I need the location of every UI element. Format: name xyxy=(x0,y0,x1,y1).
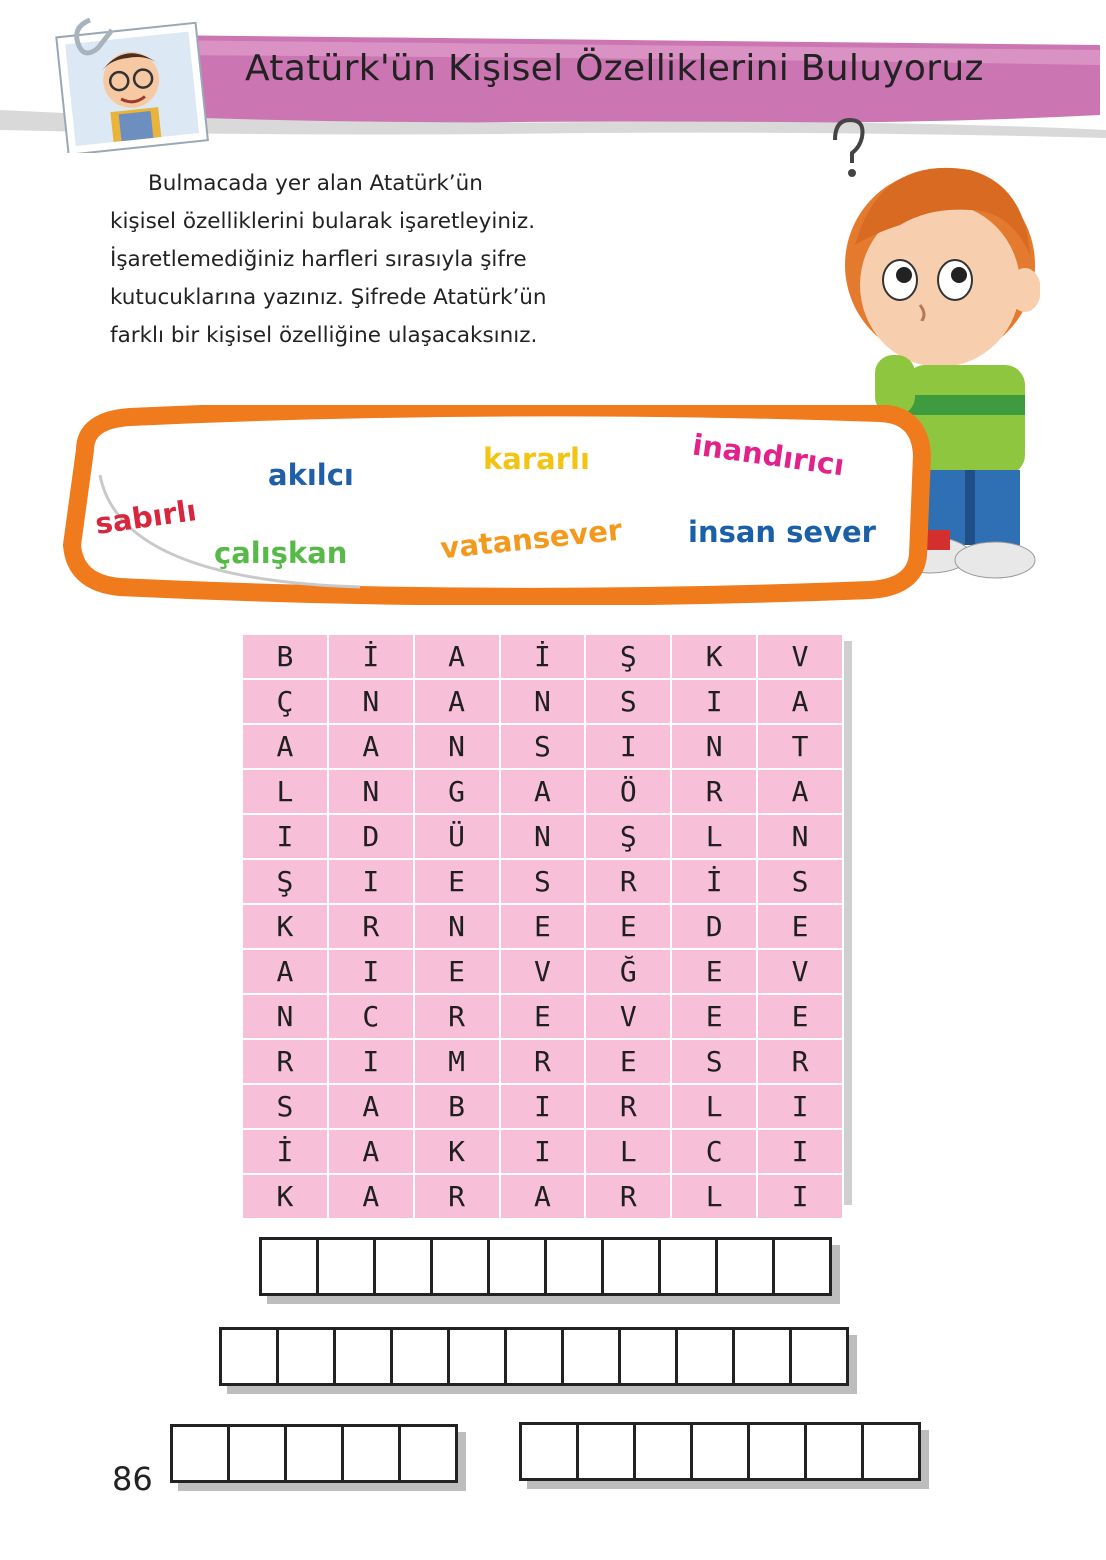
answer-box[interactable] xyxy=(336,1330,393,1383)
answer-box[interactable] xyxy=(604,1240,661,1293)
word-caliskan: çalışkan xyxy=(214,536,348,570)
answer-boxes-row-3a[interactable] xyxy=(170,1424,458,1483)
answer-box[interactable] xyxy=(792,1330,846,1383)
grid-cell[interactable]: K xyxy=(414,1129,500,1174)
answer-box[interactable] xyxy=(222,1330,279,1383)
grid-cell[interactable]: A xyxy=(757,679,843,724)
grid-cell[interactable]: Ş xyxy=(585,814,671,859)
grid-cell[interactable]: N xyxy=(500,814,586,859)
grid-cell[interactable]: V xyxy=(757,634,843,679)
answer-box[interactable] xyxy=(579,1425,636,1478)
answer-boxes-row-1[interactable] xyxy=(259,1237,832,1296)
grid-cell[interactable]: L xyxy=(671,1174,757,1219)
grid-cell[interactable]: R xyxy=(414,1174,500,1219)
grid-cell[interactable]: A xyxy=(328,1084,414,1129)
grid-row xyxy=(242,814,843,859)
instructions-line-5: farklı bir kişisel özelliğine ulaşacaksınız. xyxy=(110,323,538,348)
answer-boxes-row-3b[interactable] xyxy=(519,1422,921,1481)
grid-cell[interactable]: A xyxy=(328,1129,414,1174)
grid-cell[interactable]: E xyxy=(414,859,500,904)
grid-row xyxy=(242,949,843,994)
word-inandirici: inandırıcı xyxy=(690,427,847,483)
grid-cell[interactable]: İ xyxy=(242,1129,328,1174)
grid-cell[interactable]: S xyxy=(757,859,843,904)
grid-cell[interactable]: C xyxy=(328,994,414,1039)
word-insan-sever: insan sever xyxy=(688,515,876,549)
grid-row xyxy=(242,1129,843,1174)
grid-cell[interactable]: M xyxy=(414,1039,500,1084)
answer-box[interactable] xyxy=(393,1330,450,1383)
grid-cell[interactable]: İ xyxy=(500,634,586,679)
grid-cell[interactable]: A xyxy=(414,679,500,724)
grid-cell[interactable]: N xyxy=(328,679,414,724)
answer-box[interactable] xyxy=(376,1240,433,1293)
grid-cell[interactable]: I xyxy=(328,949,414,994)
grid-cell[interactable]: N xyxy=(757,814,843,859)
grid-row xyxy=(242,1174,843,1219)
grid-cell[interactable]: I xyxy=(500,1129,586,1174)
word-sabirli: sabırlı xyxy=(93,493,199,541)
answer-box[interactable] xyxy=(718,1240,775,1293)
grid-cell[interactable]: V xyxy=(500,949,586,994)
grid-cell[interactable]: I xyxy=(671,679,757,724)
grid-cell[interactable]: R xyxy=(671,769,757,814)
instructions-line-1: Bulmacada yer alan Atatürk’ün xyxy=(148,171,483,196)
grid-cell[interactable]: V xyxy=(757,949,843,994)
grid-cell[interactable]: T xyxy=(757,724,843,769)
answer-box[interactable] xyxy=(522,1425,579,1478)
answer-box[interactable] xyxy=(344,1427,401,1480)
grid-cell[interactable]: L xyxy=(585,1129,671,1174)
grid-cell[interactable]: I xyxy=(500,1084,586,1129)
word-akilci: akılcı xyxy=(268,458,354,492)
grid-cell[interactable]: A xyxy=(500,769,586,814)
grid-cell[interactable]: I xyxy=(757,1129,843,1174)
answer-box[interactable] xyxy=(401,1427,455,1480)
grid-cell[interactable]: C xyxy=(671,1129,757,1174)
grid-cell[interactable]: İ xyxy=(671,859,757,904)
answer-box[interactable] xyxy=(678,1330,735,1383)
grid-cell[interactable]: A xyxy=(242,949,328,994)
grid-cell[interactable]: R xyxy=(585,1174,671,1219)
grid-cell[interactable]: N xyxy=(328,769,414,814)
answer-box[interactable] xyxy=(775,1240,829,1293)
character-photo xyxy=(50,18,210,153)
grid-cell[interactable]: Ö xyxy=(585,769,671,814)
answer-box[interactable] xyxy=(621,1330,678,1383)
grid-cell[interactable]: V xyxy=(585,994,671,1039)
grid-cell[interactable]: N xyxy=(242,994,328,1039)
grid-cell[interactable]: I xyxy=(757,1174,843,1219)
grid-cell[interactable]: Ç xyxy=(242,679,328,724)
answer-box[interactable] xyxy=(547,1240,604,1293)
answer-box[interactable] xyxy=(693,1425,750,1478)
grid-cell[interactable]: N xyxy=(671,724,757,769)
grid-cell[interactable]: S xyxy=(500,859,586,904)
grid-cell[interactable]: E xyxy=(585,1039,671,1084)
answer-boxes-row-2[interactable] xyxy=(219,1327,849,1386)
grid-cell[interactable]: S xyxy=(242,1084,328,1129)
word-kararli: kararlı xyxy=(483,442,590,476)
grid-row xyxy=(242,679,843,724)
grid-cell[interactable]: S xyxy=(585,679,671,724)
answer-box[interactable] xyxy=(807,1425,864,1478)
grid-cell[interactable]: Ü xyxy=(414,814,500,859)
grid-cell[interactable]: R xyxy=(242,1039,328,1084)
grid-row xyxy=(242,769,843,814)
grid-cell[interactable]: A xyxy=(414,634,500,679)
grid-row xyxy=(242,724,843,769)
instructions-line-2: kişisel özelliklerini bularak işaretleyiniz. xyxy=(110,209,536,234)
page-number: 86 xyxy=(112,1460,153,1498)
grid-cell[interactable]: S xyxy=(500,724,586,769)
answer-box[interactable] xyxy=(490,1240,547,1293)
answer-box[interactable] xyxy=(661,1240,718,1293)
answer-box[interactable] xyxy=(450,1330,507,1383)
answer-box[interactable] xyxy=(319,1240,376,1293)
grid-cell[interactable]: B xyxy=(242,634,328,679)
grid-row xyxy=(242,994,843,1039)
grid-cell[interactable]: N xyxy=(414,724,500,769)
grid-cell[interactable]: R xyxy=(328,904,414,949)
grid-cell[interactable]: R xyxy=(757,1039,843,1084)
grid-cell[interactable]: I xyxy=(328,859,414,904)
grid-cell[interactable]: I xyxy=(585,724,671,769)
answer-box[interactable] xyxy=(864,1425,918,1478)
grid-cell[interactable]: L xyxy=(671,814,757,859)
grid-cell[interactable]: L xyxy=(242,769,328,814)
grid-cell[interactable]: N xyxy=(500,679,586,724)
grid-cell[interactable]: İ xyxy=(328,634,414,679)
instructions-line-4: kutucuklarına yazınız. Şifrede Atatürk’ün xyxy=(110,285,547,310)
answer-box[interactable] xyxy=(279,1330,336,1383)
grid-cell[interactable]: D xyxy=(671,904,757,949)
grid-cell[interactable]: D xyxy=(328,814,414,859)
grid-cell[interactable]: R xyxy=(585,859,671,904)
grid-row xyxy=(242,904,843,949)
grid-cell[interactable]: E xyxy=(757,904,843,949)
grid-cell[interactable]: L xyxy=(671,1084,757,1129)
page-title: Atatürk'ün Kişisel Özelliklerini Buluyoruz xyxy=(245,48,984,89)
grid-cell[interactable]: A xyxy=(328,724,414,769)
answer-box[interactable] xyxy=(564,1330,621,1383)
grid-cell[interactable]: E xyxy=(500,994,586,1039)
question-mark-icon xyxy=(835,120,863,163)
grid-cell[interactable]: B xyxy=(414,1084,500,1129)
grid-cell[interactable]: K xyxy=(242,904,328,949)
answer-box[interactable] xyxy=(433,1240,490,1293)
grid-cell[interactable]: E xyxy=(414,949,500,994)
grid-cell[interactable]: G xyxy=(414,769,500,814)
grid-row xyxy=(242,859,843,904)
grid-cell[interactable]: Ğ xyxy=(585,949,671,994)
grid-cell[interactable]: S xyxy=(671,1039,757,1084)
grid-cell[interactable]: A xyxy=(242,724,328,769)
grid-cell[interactable]: R xyxy=(414,994,500,1039)
grid-cell[interactable]: E xyxy=(671,949,757,994)
grid-cell[interactable]: R xyxy=(500,1039,586,1084)
instructions-paragraph xyxy=(110,165,610,355)
answer-box[interactable] xyxy=(262,1240,319,1293)
grid-cell[interactable]: A xyxy=(757,769,843,814)
grid-cell[interactable]: I xyxy=(242,814,328,859)
grid-cell[interactable]: R xyxy=(585,1084,671,1129)
grid-cell[interactable]: N xyxy=(414,904,500,949)
answer-box[interactable] xyxy=(287,1427,344,1480)
answer-box[interactable] xyxy=(735,1330,792,1383)
answer-box[interactable] xyxy=(173,1427,230,1480)
grid-cell[interactable]: E xyxy=(757,994,843,1039)
grid-cell[interactable]: I xyxy=(328,1039,414,1084)
instructions-line-3: İşaretlemediğiniz harfleri sırasıyla şifre xyxy=(110,247,527,272)
grid-cell[interactable]: I xyxy=(757,1084,843,1129)
grid-cell[interactable]: K xyxy=(242,1174,328,1219)
grid-row xyxy=(242,1039,843,1084)
grid-cell[interactable]: K xyxy=(671,634,757,679)
answer-box[interactable] xyxy=(230,1427,287,1480)
answer-box[interactable] xyxy=(636,1425,693,1478)
grid-cell[interactable]: Ş xyxy=(242,859,328,904)
grid-cell[interactable]: Ş xyxy=(585,634,671,679)
grid-row xyxy=(242,634,843,679)
grid-row xyxy=(242,1084,843,1129)
answer-box[interactable] xyxy=(750,1425,807,1478)
word-search-table xyxy=(241,633,844,1220)
grid-cell[interactable]: E xyxy=(671,994,757,1039)
grid-cell[interactable]: A xyxy=(328,1174,414,1219)
grid-cell[interactable]: E xyxy=(585,904,671,949)
word-vatansever: vatansever xyxy=(438,512,624,566)
word-search-grid xyxy=(241,633,844,1213)
answer-box[interactable] xyxy=(507,1330,564,1383)
grid-cell[interactable]: E xyxy=(500,904,586,949)
grid-cell[interactable]: A xyxy=(500,1174,586,1219)
